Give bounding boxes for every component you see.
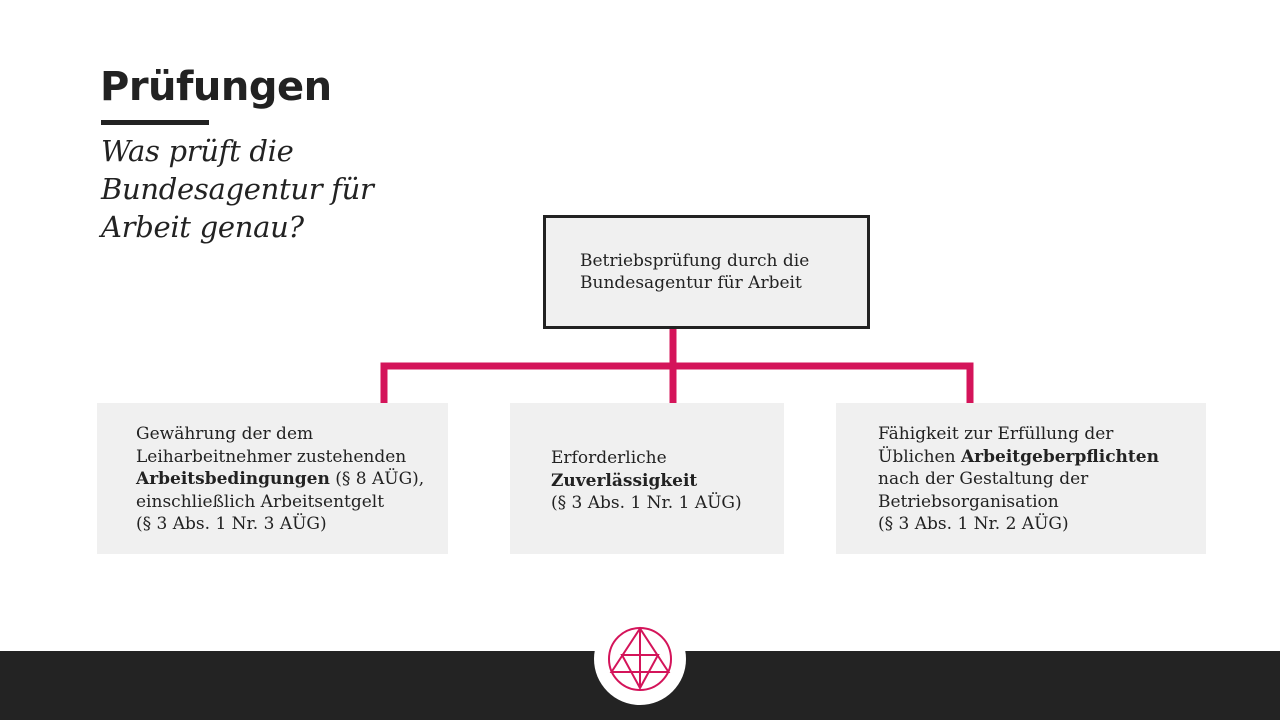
child-3-line-1: Fähigkeit zur Erfüllung der [878, 424, 1114, 444]
child-3-line-2 [878, 446, 1206, 469]
circle-triangle-logo-icon [607, 626, 673, 692]
child-2-line-3: (§ 3 Abs. 1 Nr. 1 AÜG) [551, 493, 742, 513]
child-2-bold-term: Zuverlässigkeit [551, 470, 698, 491]
footer-logo [594, 613, 686, 705]
slide-title: Prüfungen [100, 64, 332, 110]
diagram-child-node-reliability [510, 403, 784, 554]
diagram-root-node [543, 215, 870, 329]
child-3-line-5: (§ 3 Abs. 1 Nr. 2 AÜG) [878, 514, 1069, 534]
child-1-line-3 [136, 468, 448, 491]
root-node-line-2: Bundesagentur für Arbeit [580, 273, 802, 293]
child-1-line-5: (§ 3 Abs. 1 Nr. 3 AÜG) [136, 514, 327, 534]
child-3-bold-term: Arbeitgeberpflichten [960, 446, 1159, 467]
child-2-line-2 [551, 470, 784, 493]
diagram-child-node-employer-obligations [836, 403, 1206, 554]
root-node-line-1: Betriebsprüfung durch die [580, 251, 810, 271]
child-1-line-2: Leiharbeitnehmer zustehenden [136, 446, 407, 467]
child-2-line-1: Erforderliche [551, 448, 667, 468]
subtitle-line-2: Bundesagentur für [101, 172, 374, 206]
subtitle-line-1: Was prüft die [101, 134, 294, 168]
child-1-line-1: Gewährung der dem [136, 424, 314, 444]
subtitle-line-3: Arbeit genau? [101, 210, 304, 244]
child-3-line-2-pre: Üblichen [878, 446, 961, 467]
child-3-line-3: nach der Gestaltung der [878, 469, 1089, 489]
child-1-line-3-rest: (§ 8 AÜG), [329, 469, 425, 489]
child-1-line-4: einschließlich Arbeitsentgelt [136, 491, 385, 512]
child-1-bold-term: Arbeitsbedingungen [136, 469, 330, 489]
diagram-child-node-working-conditions [97, 403, 448, 554]
child-3-line-4: Betriebsorganisation [878, 491, 1059, 512]
